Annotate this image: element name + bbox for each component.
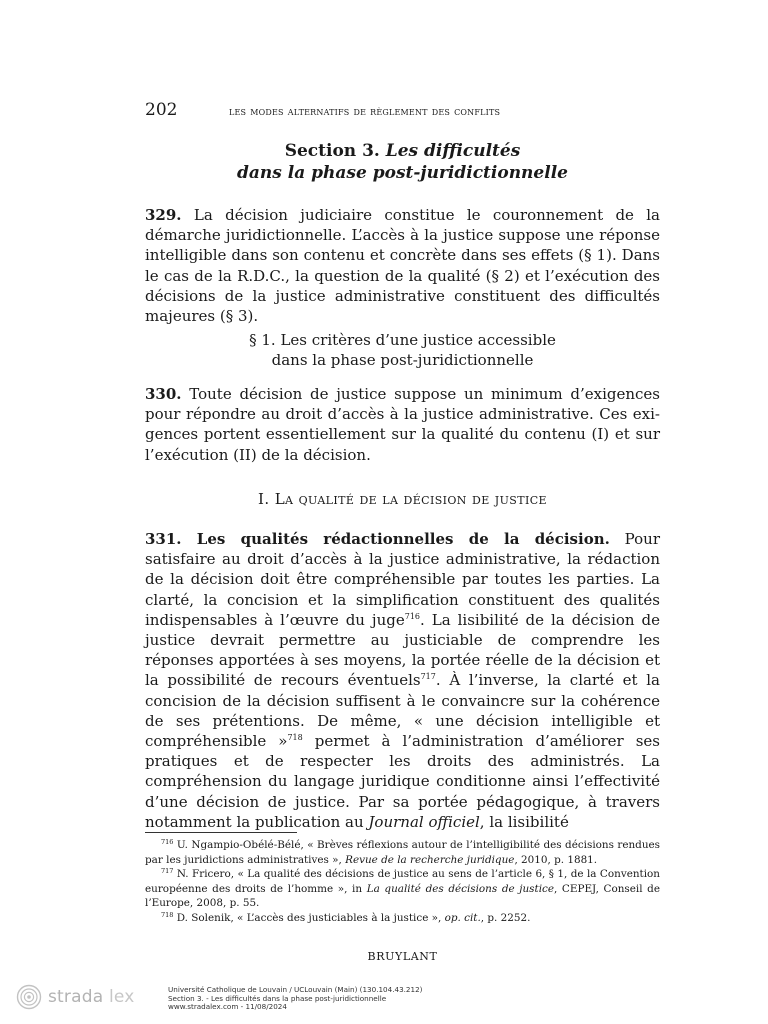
paragraph-329 [145, 205, 660, 326]
paragraph-number: 330. [145, 385, 182, 403]
provenance-stamp [168, 986, 422, 1012]
journal-title: Journal officiel [368, 812, 480, 831]
footnote-number: 717 [161, 867, 174, 876]
logo-word-lex: lex [108, 987, 135, 1007]
section-title-line2: dans la phase post-juridictionnelle [237, 163, 568, 183]
footnote-number: 718 [161, 910, 174, 919]
section-title-line1: Les difficultés [385, 141, 521, 161]
subsection-heading-line1: § 1. Les critères d’une justice accessible [249, 331, 556, 349]
paragraph-text: . La lisibilité de la décision de justice devrait permettre au justiciable de comprendre les réponses apportées à ses moyens, la portée réelle de la décision et la possibilité de recours éventuels [145, 610, 660, 690]
strada-lex-logo[interactable] [16, 984, 135, 1010]
footnote-716 [145, 838, 660, 867]
subsection-heading-line2: dans la phase post-juridictionnelle [271, 351, 534, 370]
strada-lex-logo-icon [16, 984, 42, 1010]
footnote-718 [145, 911, 660, 926]
footnote-text: N. Fricero, « La qualité des décisions de justice au sens de l’article 6, § 1, de la Convention européenne des droits de l’homme », in [145, 868, 660, 895]
footnote-number: 716 [161, 838, 174, 846]
subsection-heading [145, 330, 660, 370]
paragraph-331 [145, 529, 660, 832]
logo-wordmark [48, 987, 135, 1007]
footnote-italic: Revue de la recherche juridique [345, 853, 515, 866]
footnotes [145, 838, 660, 926]
running-title: les modes alternatifs de règlement des conflits [229, 104, 501, 118]
provenance-section: Section 3. - Les difficultés dans la phase post-juridictionnelle [168, 993, 387, 1003]
footnote-text: , p. 2252. [480, 911, 531, 924]
footnote-divider [145, 832, 297, 833]
logo-word-strada: strada [48, 987, 104, 1007]
footnote-text: U. Ngampio-Obélé-Bélé, « Brèves réflexions autour de l’intelligibilité des décisions rendues par les juridictions administratives », [145, 839, 660, 866]
publisher-name: BRUYLANT [367, 950, 438, 963]
footnote-ref-718[interactable]: 718 [287, 733, 303, 743]
paragraph-text: La décision judiciaire constitue le couronnement de la démarche juridictionnelle. L’accès à la justice suppose une réponse intelligible dans son contenu et concrète dans ses effets (§ 1). Dans le cas de la R.D.C., la question de la qualité (§ 2) et l’exécution des décisions de la justice administrative constituent des difficultés majeures (§ 3). [145, 206, 660, 326]
paragraph-text: , la lisibilité [479, 812, 569, 831]
footnote-italic: op. cit. [444, 911, 481, 924]
footnote-717 [145, 867, 660, 911]
paragraph-text: Toute décision de justice suppose un minimum d’exigences pour répondre au droit d’accès à la justice administrative. Ces exigences portent essentiellement sur la qualité du contenu (I) et sur l’exécution (II) de la décision. [145, 385, 660, 464]
footnote-italic: La qualité des décisions de justice [366, 882, 554, 895]
running-head [145, 100, 660, 122]
footnote-text: , 2010, p. 1881. [514, 853, 598, 866]
paragraph-text: . À l’inverse, la clarté et la concision de la décision suffisent à le convaincre sur la cohérence de ses prétentions. De même, « une décision intelligible et compréhensible » [145, 671, 660, 751]
paragraph-330 [145, 384, 660, 465]
provenance-institution: Université Catholique de Louvain / UCLouvain (Main) (130.104.43.212) [168, 985, 423, 994]
paragraph-text: permet à l’administration d’améliorer ses pratiques et de respecter les droits des administrés. La compréhension du langage juridique conditionne ainsi l’effectivité d’une décision de justice. Par sa portée pédagogique, à travers notamment la publication au [145, 732, 660, 831]
paragraph-text: Pour satisfaire au droit d’accès à la justice administrative, la rédaction de la décision doit être compréhensible par toutes les parties. La clarté, la concision et la simplification constituent des qualités indispensables à l’œuvre du juge [145, 530, 661, 629]
provenance-url-date[interactable]: www.stradalex.com - 11/08/2024 [168, 1002, 287, 1012]
page-number: 202 [145, 100, 178, 120]
section-label: Section 3. [284, 141, 386, 161]
section-title [145, 140, 660, 184]
paragraph-number-title: 331. Les qualités rédactionnelles de la décision. [145, 530, 610, 548]
part-heading: I. La qualité de la décision de justice [258, 490, 547, 508]
footnote-ref-717[interactable]: 717 [420, 672, 436, 682]
footnote-ref-716[interactable]: 716 [404, 611, 421, 621]
footnote-text: , CEPEJ, Conseil de l’Europe, 2008, p. 55. [145, 882, 660, 910]
paragraph-number: 329. [145, 206, 182, 224]
footnote-text: D. Solenik, « L’accès des justiciables à la justice », [173, 911, 445, 924]
